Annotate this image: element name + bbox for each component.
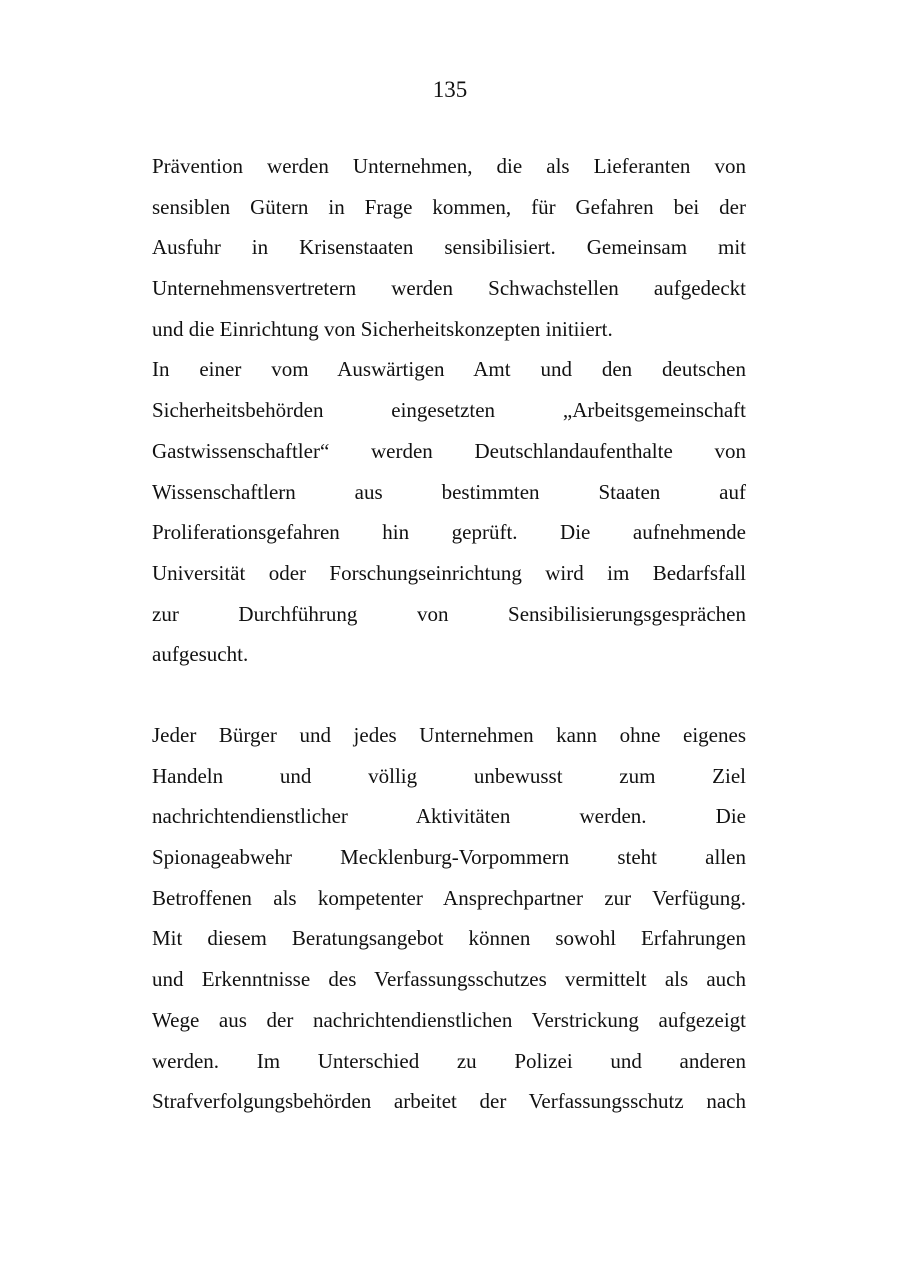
text-line: Unternehmensvertretern werden Schwachstellen aufgedeckt xyxy=(152,276,746,301)
text-line: Gastwissenschaftler“ werden Deutschlandaufenthalte von xyxy=(152,438,746,463)
text-line: Prävention werden Unternehmen, die als Lieferanten von xyxy=(152,154,746,178)
text-line: sensiblen Gütern in Frage kommen, für Gefahren bei der xyxy=(152,194,746,219)
text-block-top xyxy=(152,146,746,675)
text-line: werden. Im Unterschied zu Polizei und anderen xyxy=(152,1048,746,1073)
text-line: Universität oder Forschungseinrichtung wird im Bedarfsfall xyxy=(152,560,746,585)
text-line: aufgesucht. xyxy=(152,642,249,667)
text-line: Betroffenen als kompetenter Ansprechpartner zur Verfügung. xyxy=(152,885,746,910)
paragraph-guest-scientists xyxy=(152,349,746,675)
text-line: Handeln und völlig unbewusst zum Ziel xyxy=(152,763,746,788)
text-line: In einer vom Auswärtigen Amt und den deutschen xyxy=(152,357,746,382)
text-line: Wissenschaftlern aus bestimmten Staaten auf xyxy=(152,479,746,504)
page-number: 135 xyxy=(432,77,468,102)
text-line: Mit diesem Beratungsangebot können sowohl Erfahrungen xyxy=(152,926,746,951)
text-line: und die Einrichtung von Sicherheitskonzepten initiiert. xyxy=(152,316,613,341)
text-line: Jeder Bürger und jedes Unternehmen kann ohne eigenes xyxy=(152,723,746,747)
text-line: nachrichtendienstlicher Aktivitäten werden. Die xyxy=(152,804,746,829)
paragraph-export-prevention xyxy=(152,146,746,349)
text-line: Sicherheitsbehörden eingesetzten „Arbeitsgemeinschaft xyxy=(152,398,746,423)
text-line: Strafverfolgungsbehörden arbeitet der Verfassungsschutz nach xyxy=(152,1089,746,1114)
text-line: zur Durchführung von Sensibilisierungsgesprächen xyxy=(152,601,746,626)
text-line: und Erkenntnisse des Verfassungsschutzes vermittelt als auch xyxy=(152,967,746,992)
text-line: Ausfuhr in Krisenstaaten sensibilisiert. Gemeinsam mit xyxy=(152,235,746,260)
text-line: Proliferationsgefahren hin geprüft. Die aufnehmende xyxy=(152,520,746,545)
paragraph-counterespionage xyxy=(152,715,746,1122)
text-line: Wege aus der nachrichtendienstlichen Verstrickung aufgezeigt xyxy=(152,1007,746,1032)
text-line: Spionageabwehr Mecklenburg-Vorpommern steht allen xyxy=(152,845,746,870)
text-block-bottom xyxy=(152,715,746,1122)
